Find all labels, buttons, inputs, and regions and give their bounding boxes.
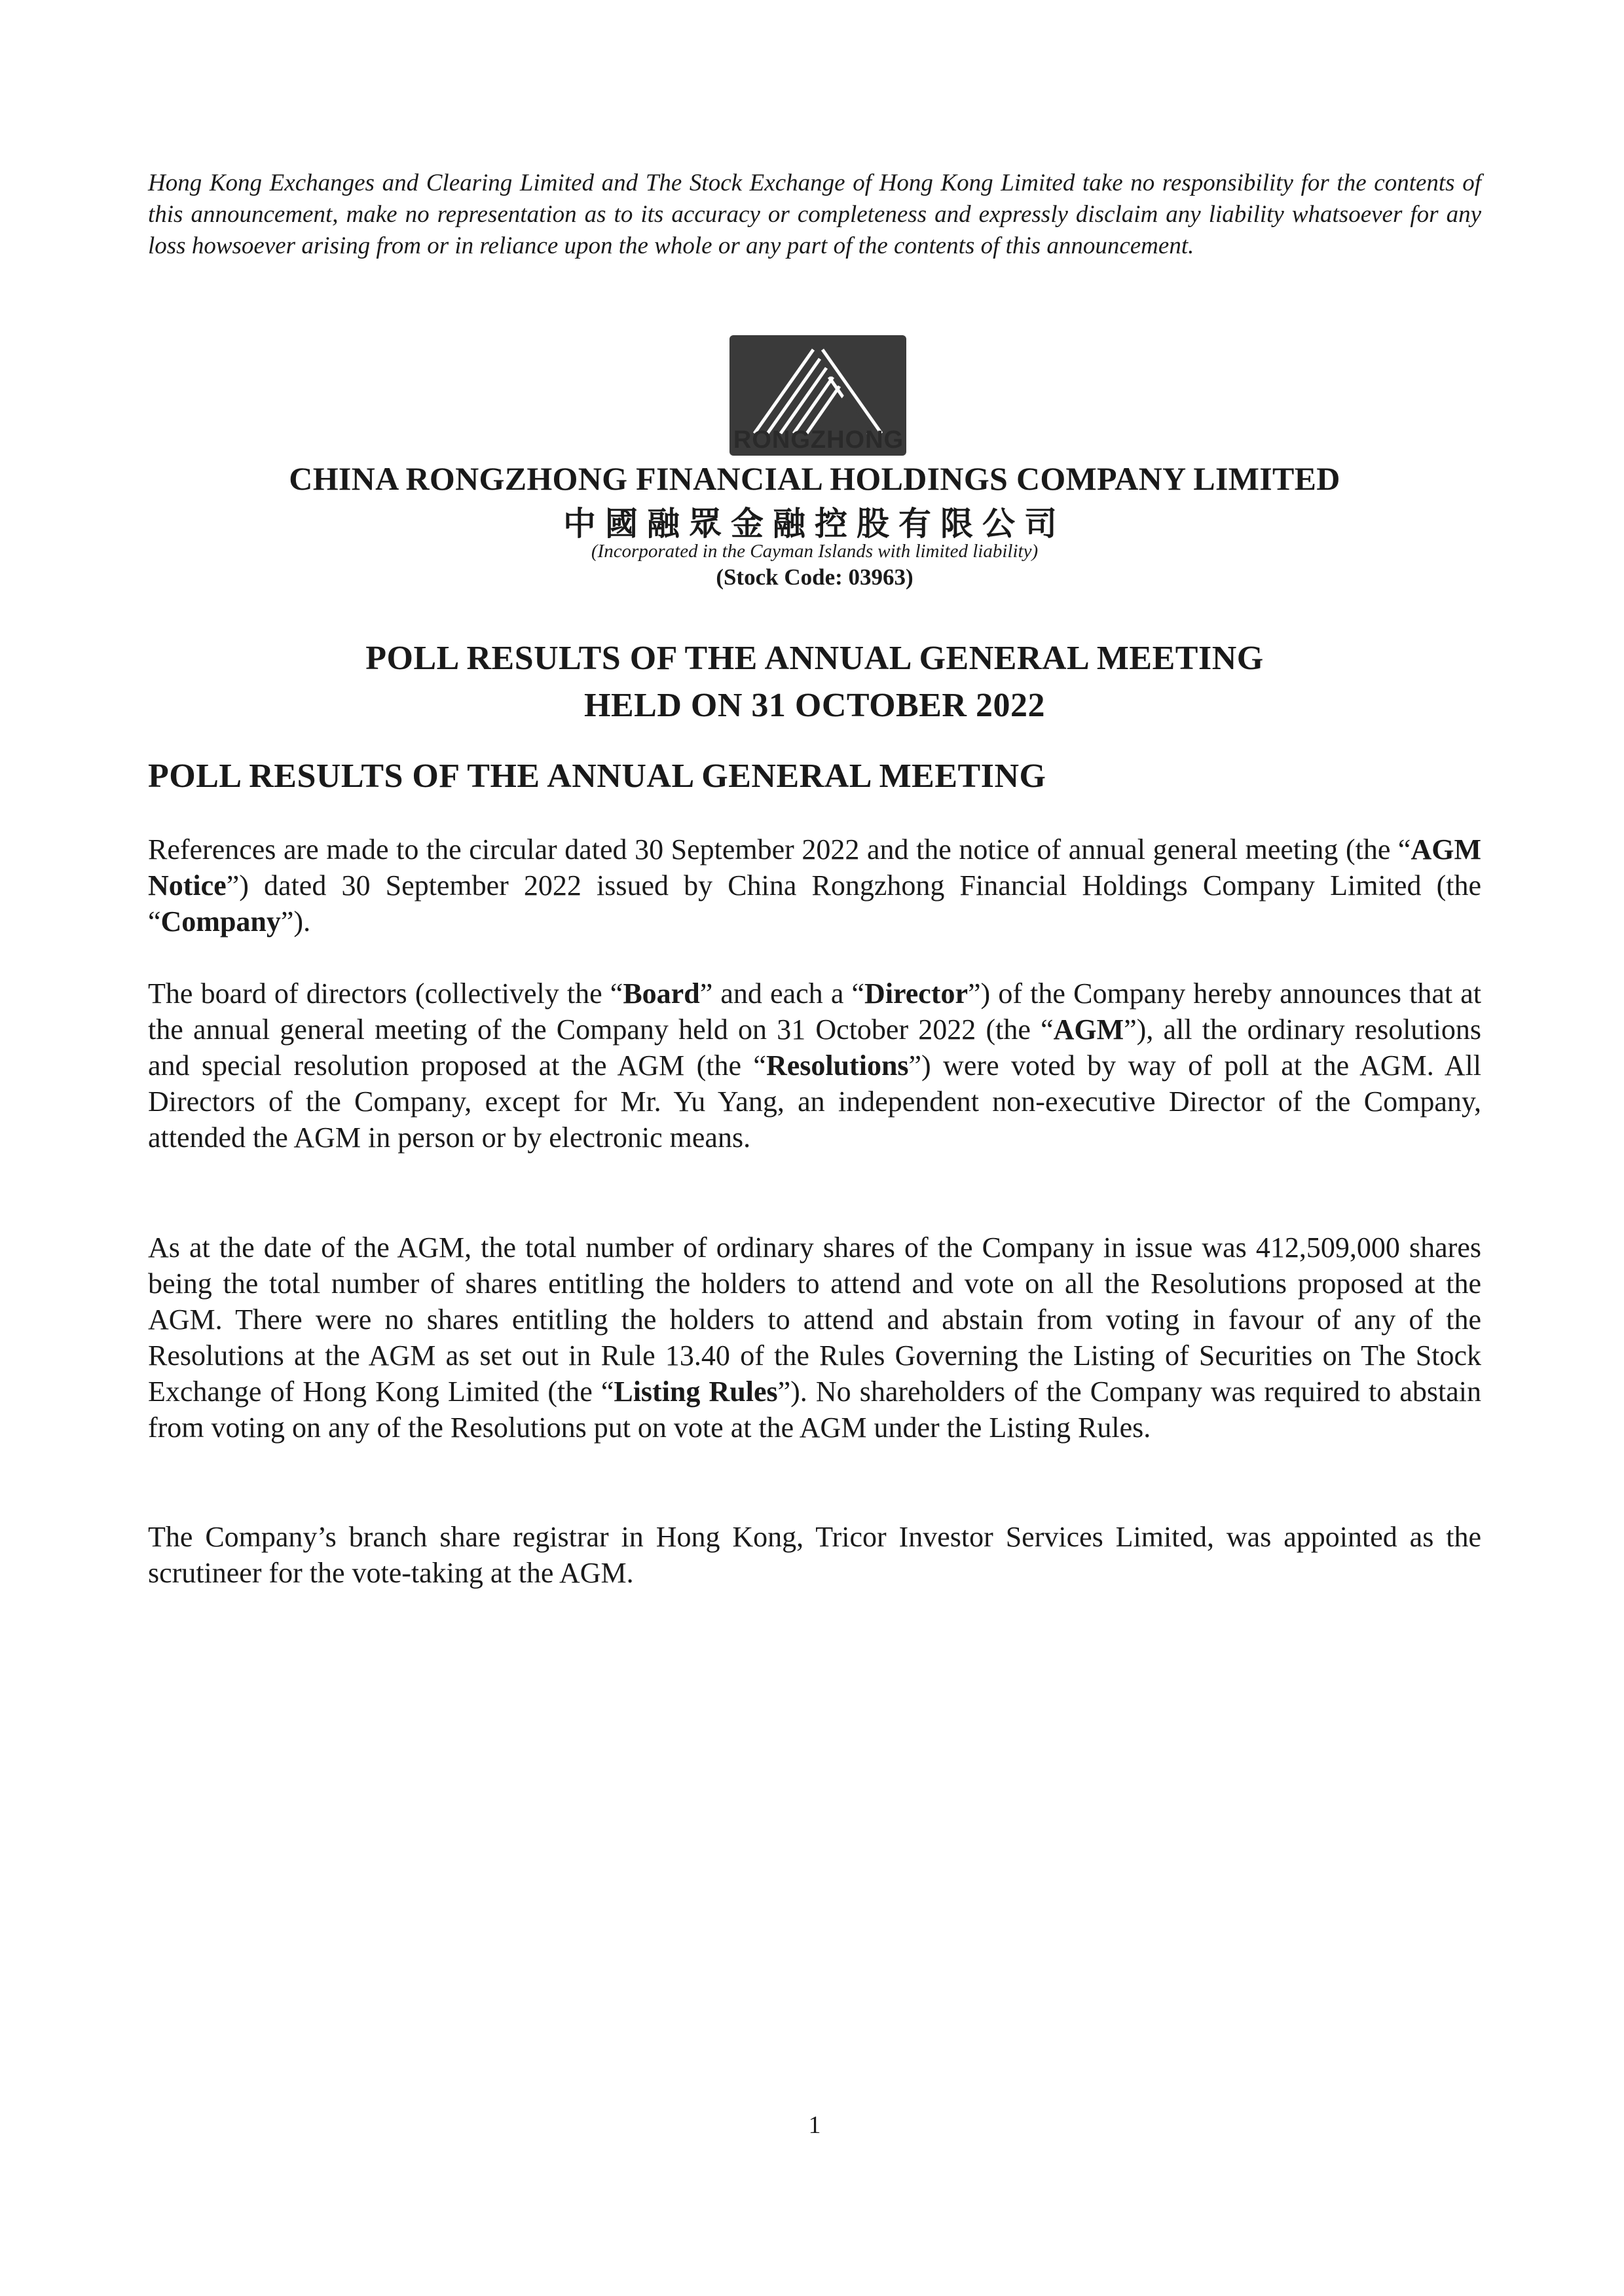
- page-number: 1: [808, 2111, 821, 2139]
- section-heading: POLL RESULTS OF THE ANNUAL GENERAL MEETING: [148, 757, 1046, 795]
- disclaimer: Hong Kong Exchanges and Clearing Limited and The Stock Exchange of Hong Kong Limited take no responsibility for the contents of this announcement, make no representation as to its accuracy or completeness and expressly disclaim any liability whatsoever for any loss howsoever arising from or in reliance upon the whole or any part of the contents of this announcement.: [148, 170, 1481, 259]
- incorporation-note: (Incorporated in the Cayman Islands with limited liability): [591, 541, 1039, 562]
- paragraph-board-announcement: The board of directors (collectively the “Board” and each a “Director”) of the Company hereby announces that at the annual general meeting of the Company held on 31 October 2022 (the “AGM”), all the ordinary resolutions and special resolution proposed at the AGM (the “Resolutions”) were voted by way of poll at the AGM. All Directors of the Company, except for Mr. Yu Yang, an independent non-executive Director of the Company, attended the AGM in person or by electronic means.: [148, 977, 1482, 1154]
- announcement-title-line2: HELD ON 31 OCTOBER 2022: [584, 687, 1045, 724]
- paragraph-scrutineer: The Company’s branch share registrar in Hong Kong, Tricor Investor Services Limited, was appointed as the scrutineer for the vote-taking at the AGM.: [148, 1521, 1481, 1589]
- company-name-chinese: 中國融眾金融控股有限公司: [563, 505, 1066, 543]
- company-name-english: CHINA RONGZHONG FINANCIAL HOLDINGS COMPANY LIMITED: [289, 460, 1340, 497]
- paragraph-shares-in-issue: As at the date of the AGM, the total number of ordinary shares of the Company in issue was 412,509,000 shares being the total number of shares entitling the holders to attend and vote on all the Resolutions proposed at the AGM. There were no shares entitling the holders to attend and abstain from voting in favour of any of the Resolutions at the AGM as set out in Rule 13.40 of the Rules Governing the Listing of Securities on The Stock Exchange of Hong Kong Limited (the “Listing Rules”). No shareholders of the Company was required to abstain from voting on any of the Resolutions put on vote at the AGM under the Listing Rules.: [148, 1231, 1481, 1444]
- logo-wordmark: RONGZHONG: [733, 426, 904, 454]
- announcement-title-line1: POLL RESULTS OF THE ANNUAL GENERAL MEETING: [365, 640, 1264, 677]
- paragraph-references: References are made to the circular dated 30 September 2022 and the notice of annual general meeting (the “AGM Notice”) dated 30 September 2022 issued by China Rongzhong Financial Holdings Company Limited (the “Company”).: [148, 833, 1481, 938]
- stock-code: (Stock Code: 03963): [716, 564, 913, 590]
